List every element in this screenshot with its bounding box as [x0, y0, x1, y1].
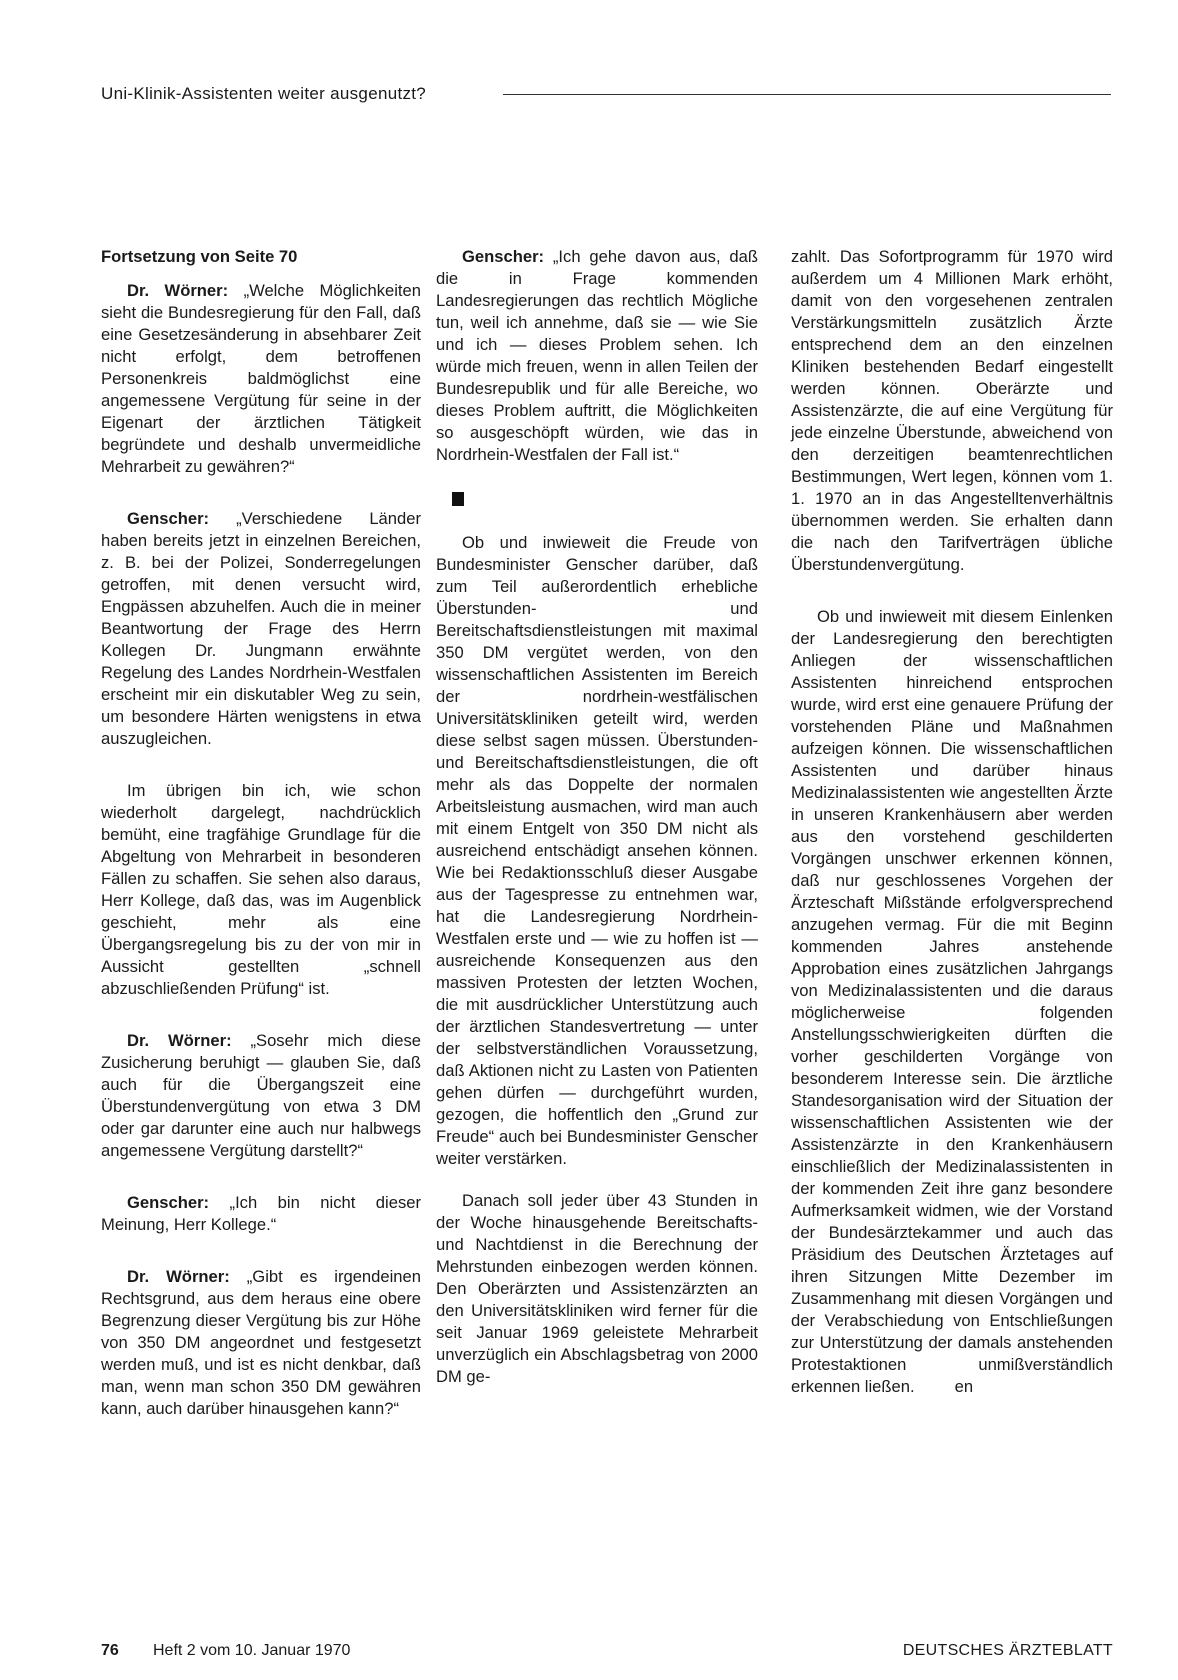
running-title: Uni-Klinik-Assistenten weiter ausgenutzt? [101, 84, 427, 103]
header-rule [503, 94, 1111, 95]
speaker: Dr. Wörner: [127, 1267, 230, 1286]
question-paragraph-1 [101, 280, 421, 478]
journal-name: DEUTSCHES ÄRZTEBLATT [902, 1642, 1113, 1659]
paragraph-text: Ob und inwieweit die Freude von Bundesminister Genscher darüber, daß zum Teil außerordentlich erhebliche Überstunden- und Bereitschaftsdienstleistungen mit maximal 350 DM vergütet werden, von den wissenschaftlichen Assistenten im Bereich der nordrhein-westfälischen Universitätskliniken geteilt wird, werden diese selbst sagen müssen. Überstunden- und Bereitschaftsdienstleistungen, die oft mehr als das Doppelte der normalen Arbeitsleistung ausmachen, wird man auch mit einem Entgelt von 350 DM nicht als ausreichend entschädigt ansehen können. Wie bei Redaktionsschluß dieser Ausgabe aus der Tagespresse zu entnehmen war, hat die Landesregierung Nordrhein-Westfalen erste und — wie zu hoffen ist — ausreichende Konsequenzen aus den massiven Protesten der letzten Wochen, die mit ausdrücklicher Unterstützung auch der ärztlichen Standesvertretung — unter der selbstverständlichen Voraussetzung, daß Aktionen nicht zu Lasten von Patienten gehen dürfen — durchgeführt wurden, gezogen, die hoffentlich den „Grund zur Freude“ auch bei Bundesminister Genscher weiter verstärken. [436, 533, 758, 1168]
speaker: Dr. Wörner: [127, 1031, 232, 1050]
speaker: Genscher: [127, 509, 210, 528]
paragraph-text: „Ich bin nicht dieser Meinung, Herr Kollege.“ [101, 1193, 421, 1234]
paragraph-text: zahlt. Das Sofortprogramm für 1970 wird außerdem um 4 Millionen Mark erhöht, damit von den vorgesehenen zentralen Verstärkungsmitteln zusätzlich Ärzte entsprechend dem an den einzelnen Kliniken bestehenden Bedarf eingestellt werden können. Oberärzte und Assistenzärzte, die auf eine Vergütung für jede einzelne Überstunde, abweichend von den derzeitigen beamtenrechtlichen Bestimmungen, Wert legen, können vom 1. 1. 1970 an in das Angestelltenverhältnis übernommen werden. Sie erhalten dann die nach den Tarifverträgen übliche Überstundenvergütung. [791, 247, 1113, 574]
answer-paragraph-2 [101, 1192, 421, 1236]
paragraph-text: Ob und inwieweit mit diesem Einlenken der Landesregierung den berechtigten Anliegen der wissenschaftlichen Assistenten hinreichend entsprochen wurde, wird erst eine genauere Prüfung der vorstehenden Pläne und Maßnahmen aufzeigen können. Die wissenschaftlichen Assistenten und darüber hinaus Medizinalassistenten wie angestellten Ärzte in unseren Krankenhäusern aber werden aus den vorstehend geschilderten Vorgängen unschwer erkennen können, daß nur geschlossenes Vorgehen der Ärzteschaft Mißstände erfolgversprechend anzugehen vermag. Für die mit Beginn kommenden Jahres anstehende Approbation eines zusätzlichen Jahrgangs von Medizinalassistenten und die daraus möglicherweise folgenden Anstellungsschwierigkeiten dürften die vorher geschilderten Vorgänge von besonderem Interesse sein. Die ärztliche Standesorganisation wird der Situation der wissenschaftlichen Assistenten wie der Assistenzärzte in den Krankenhäusern einschließlich der Medizinalassistenten in der kommenden Zeit ihre ganz besondere Aufmerksamkeit widmen, wie der Vorstand der Bundesärztekammer und auch das Präsidium des Deutschen Ärztetages auf ihren Sitzungen Mitte Dezember im Zusammenhang mit diesen Vorgängen und der Verabschiedung von Entschließungen zur Unterstützung der damals anstehenden Protestaktionen unmißverständlich erkennen ließen. [791, 607, 1113, 1396]
paragraph-text: „Ich gehe davon aus, daß die in Frage kommenden Landesregierungen das rechtlich Mögliche tun, weil ich annehme, daß sie — wie Sie und ich — dieses Problem sehen. Ich würde mich freuen, wenn in allen Teilen der Bundesrepublik und für alle Bereiche, wo dieses Problem auftritt, die Möglichkeiten so ausgeschöpft würden, wie das in Nordrhein-Westfalen der Fall ist.“ [436, 247, 758, 464]
paragraph-text: Im übrigen bin ich, wie schon wiederholt dargelegt, nachdrücklich bemüht, eine tragfähige Grundlage für die Abgeltung von Mehrarbeit in besonderen Fällen zu schaffen. Sie sehen also daraus, Herr Kollege, daß das, was im Augenblick geschieht, mehr als eine Übergangsregelung bis zu der von mir in Aussicht gestellten „schnell abzuschließenden Prüfung“ ist. [101, 781, 421, 998]
speaker: Dr. Wörner: [127, 281, 229, 300]
column-2 [436, 246, 758, 1388]
commentary-paragraph-2-continued [791, 246, 1113, 576]
answer-paragraph-1 [101, 508, 421, 750]
running-header [101, 84, 1111, 114]
commentary-paragraph-2 [436, 1190, 758, 1388]
speaker: Genscher: [127, 1193, 210, 1212]
answer-paragraph-1-continued [101, 780, 421, 1000]
issue-info: Heft 2 vom 10. Januar 1970 [153, 1642, 351, 1659]
question-paragraph-2 [101, 1030, 421, 1162]
speaker: Genscher: [462, 247, 545, 266]
paragraph-text: „Gibt es irgendeinen Rechtsgrund, aus dem heraus eine obere Begrenzung dieser Vergütung bis zur Höhe von 350 DM angeordnet und festgesetzt werden muß, und ist es nicht denkbar, daß man, wenn man schon 350 DM gewähren kann, auch darüber hinausgehen kann?“ [101, 1267, 421, 1418]
paragraph-text: „Sosehr mich diese Zusicherung beruhigt — glauben Sie, daß auch für die Übergangszeit eine Überstundenvergütung von etwa 3 DM oder gar darunter eine auch nur halbwegs angemessene Vergütung darstellt?“ [101, 1031, 421, 1160]
paragraph-text: „Welche Möglichkeiten sieht die Bundesregierung für den Fall, daß eine Gesetzesänderung in absehbarer Zeit nicht erfolgt, dem betroffenen Personenkreis baldmöglichst eine angemessene Vergütung für seine in der Eigenart der ärztlichen Tätigkeit begründete und deshalb unvermeidliche Mehrarbeit zu gewähren?“ [101, 281, 421, 476]
question-paragraph-3 [101, 1266, 421, 1420]
column-3 [791, 246, 1113, 1398]
paragraph-text: „Verschiedene Länder haben bereits jetzt in einzelnen Bereichen, z. B. bei der Polizei, Sonderregelungen getroffen, mit denen versucht wird, Engpässen abzuhelfen. Auch die in meiner Beantwortung der Frage des Herrn Kollegen Dr. Jungmann erwähnte Regelung des Landes Nordrhein-Westfalen erscheint mir ein diskutabler Weg zu sein, um besondere Härten wenigstens in etwa auszugleichen. [101, 509, 421, 748]
answer-paragraph-3 [436, 246, 758, 466]
commentary-paragraph-3 [791, 606, 1113, 1398]
commentary-paragraph-1 [436, 532, 758, 1170]
section-break-square [452, 492, 464, 506]
paragraph-text: Danach soll jeder über 43 Stunden in der Woche hinausgehende Bereitschafts- und Nachtdienst in die Berechnung der Mehrstunden einbezogen werden können. Den Oberärzten und Assistenzärzten an den Universitätskliniken wird ferner für die seit Januar 1969 geleistete Mehrarbeit unverzüglich ein Abschlagsbetrag von 2000 DM ge- [436, 1191, 758, 1386]
continuation-note: Fortsetzung von Seite 70 [101, 247, 298, 266]
column-1 [101, 246, 421, 1420]
author-signature: en [954, 1377, 974, 1396]
page-number: 76 [101, 1642, 119, 1659]
